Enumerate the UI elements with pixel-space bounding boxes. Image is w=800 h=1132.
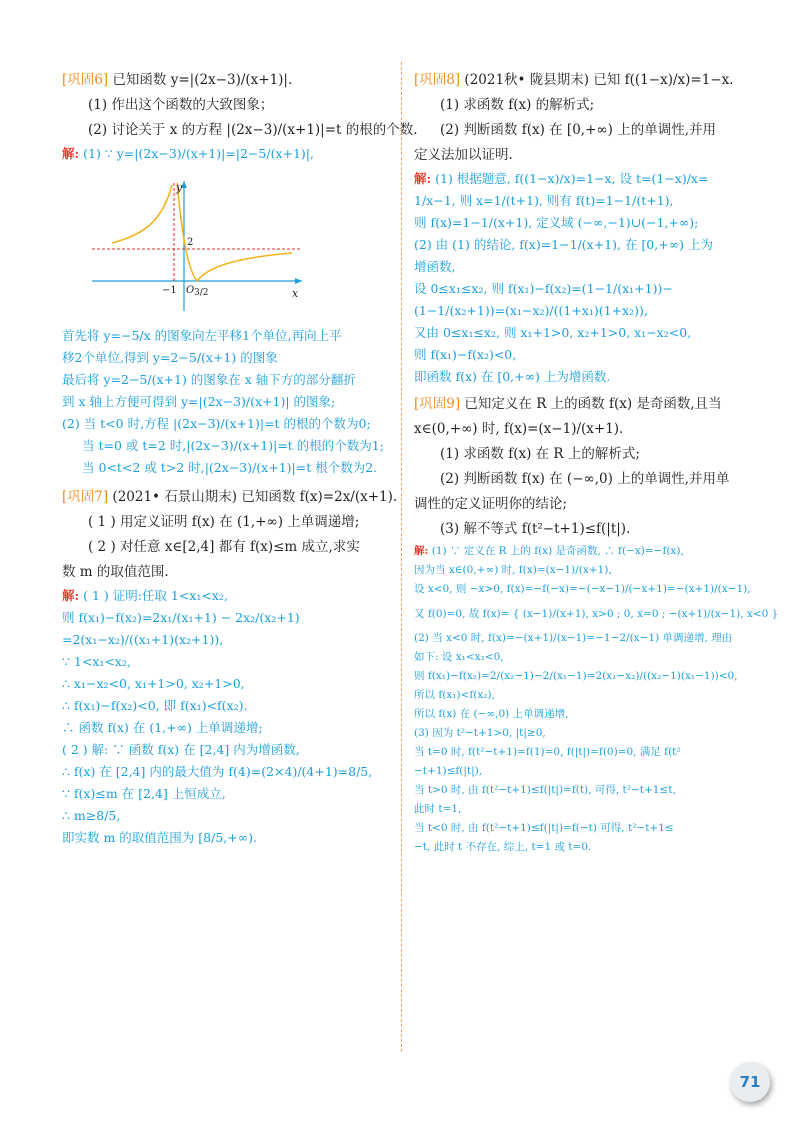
- problem-tag: [巩固7]: [62, 489, 109, 505]
- solution-label: 解:: [414, 545, 429, 557]
- solution-line: −t, 此时 t 不存在, 综上, t=1 或 t=0.: [414, 841, 592, 853]
- solution-text: (1) 根据题意, f((1−x)/x)=1−x, 设 t=(1−x)/x=: [435, 171, 709, 186]
- solution-line: =2(x₁−x₂)/((x₁+1)(x₂+1)),: [62, 632, 224, 647]
- solution-label: 解:: [62, 146, 80, 161]
- solution-line: 首先将 y=−5/x 的图象向左平移1个单位,再向上平: [62, 328, 342, 343]
- solution-line: (2) 当 x<0 时, f(x)=−(x+1)/(x−1)=−1−2/(x−1) 单调递增, 理由: [414, 632, 733, 644]
- right-column: [414, 68, 779, 857]
- solution-line: 则 f(x₁)−f(x₂)=2/(x₂−1)−2/(x₁−1)=2(x₁−x₂)/((x₂−1)(x₁−1))<0,: [414, 670, 738, 682]
- tick-2: 2: [187, 237, 194, 248]
- solution-line: 因为当 x∈(0,+∞) 时, f(x)=(x−1)/(x+1),: [414, 564, 612, 576]
- problem-9-statement: [414, 392, 744, 417]
- solution-label: 解:: [414, 171, 432, 186]
- solution-line: 如下: 设 x₁<x₂<0,: [414, 651, 504, 663]
- question-2-cont: 定义法加以证明.: [414, 147, 513, 163]
- solution-line: (2) 由 (1) 的结论, f(x)=1−1/(x+1), 在 [0,+∞) 上为: [414, 237, 713, 252]
- left-branch: [112, 185, 172, 243]
- question-2-cont: 调性的定义证明你的结论;: [414, 496, 568, 512]
- right-branch-drop: [177, 183, 197, 281]
- solution-line: 移2个单位,得到 y=2−5/(x+1) 的图象: [62, 350, 278, 365]
- problem-tag: [巩固9]: [414, 396, 461, 412]
- solution-line: 当 t=0 或 t=2 时,|(2x−3)/(x+1)|=t 的根的个数为1;: [82, 438, 384, 453]
- solution-line: 到 x 轴上方便可得到 y=|(2x−3)/(x+1)| 的图象;: [62, 394, 336, 409]
- solution-line: ∴ m≥8/5,: [62, 808, 121, 823]
- solution-line: 1/x−1, 则 x=1/(t+1), 则有 f(t)=1−1/(t+1),: [414, 193, 674, 208]
- page-number: 71: [730, 1062, 770, 1102]
- solution-line: ∴ x₁−x₂<0, x₁+1>0, x₂+1>0,: [62, 676, 245, 691]
- solution-line: 增函数,: [414, 259, 456, 274]
- question-2: (2) 判断函数 f(x) 在 (−∞,0) 上的单调性,并用单: [440, 471, 730, 487]
- x-axis-arrow-icon: [295, 278, 302, 284]
- solution-line: [414, 542, 744, 561]
- solution-line: 即函数 f(x) 在 [0,+∞) 上为增函数.: [414, 369, 611, 384]
- solution-line: ∴ f(x₁)−f(x₂)<0, 即 f(x₁)<f(x₂).: [62, 698, 248, 713]
- question-1: (1) 作出这个函数的大致图象；: [88, 97, 274, 113]
- solution-line: 当 0<t<2 或 t>2 时,|(2x−3)/(x+1)|=t 根个数为2.: [82, 460, 378, 475]
- problem-6-statement: [62, 68, 392, 93]
- solution-line: 当 t>0 时, 由 f(t²−t+1)≤f(|t|)=f(t), 可得, t²−t+1≤t,: [414, 784, 676, 796]
- problem-tag: [巩固6]: [62, 72, 109, 88]
- question-1: ( 1 ) 用定义证明 f(x) 在 (1,+∞) 上单调递增;: [88, 514, 360, 530]
- solution-line: ( 2 ) 解: ∵ 函数 f(x) 在 [2,4] 内为增函数,: [62, 742, 300, 757]
- question-1: (1) 求函数 f(x) 的解析式;: [440, 97, 595, 113]
- solution-line: ∵ 1<x₁<x₂,: [62, 654, 131, 669]
- solution-line: [62, 585, 392, 607]
- solution-line: 当 t<0 时, 由 f(t²−t+1)≤f(|t|)=f(−t) 可得, t²−t+1≤: [414, 822, 674, 834]
- problem-tag: [巩固8]: [414, 72, 461, 88]
- question-1: (1) 求函数 f(x) 在 R 上的解析式;: [440, 446, 640, 462]
- statement-text: (2021• 石景山期末) 已知函数 f(x)=2x/(x+1).: [112, 489, 398, 505]
- solution-line: 设 0≤x₁≤x₂, 则 f(x₁)−f(x₂)=(1−1/(x₁+1))−: [414, 281, 673, 296]
- y-label: y: [176, 181, 183, 194]
- column-divider: [401, 62, 402, 1052]
- solution-label: 解:: [62, 588, 80, 603]
- solution-line: 所以 f(x) 在 (−∞,0) 上单调递增,: [414, 708, 569, 720]
- solution-line: 即实数 m 的取值范围为 [8/5,+∞).: [62, 830, 257, 845]
- question-2: (2) 讨论关于 x 的方程 |(2x−3)/(x+1)|=t 的根的个数.: [88, 122, 418, 138]
- solution-line: (1−1/(x₂+1))=(x₁−x₂)/((1+x₁)(1+x₂)),: [414, 303, 648, 318]
- tick-minus-1: −1: [162, 285, 177, 296]
- solution-line: 设 x<0, 则 −x>0, f(x)=−f(−x)=−(−x−1)/(−x+1)=−(x+1)/(x−1),: [414, 583, 751, 595]
- solution-text: (1) ∵ 定义在 R 上的 f(x) 是奇函数, ∴ f(−x)=−f(x),: [431, 545, 684, 557]
- solution-line: (3) 因为 t²−t+1>0, |t|≥0,: [414, 727, 546, 739]
- tick-3-2: 3/2: [194, 288, 209, 298]
- solution-line: [62, 143, 392, 165]
- solution-piecewise: 又 f(0)=0, 故 f(x)= { (x−1)/(x+1), x>0 ; 0, x=0 ; −(x+1)/(x−1), x<0 }: [414, 608, 779, 620]
- question-2: ( 2 ) 对任意 x∈[2,4] 都有 f(x)≤m 成立,求实: [88, 539, 360, 555]
- solution-line: 又由 0≤x₁≤x₂, 则 x₁+1>0, x₂+1>0, x₁−x₂<0,: [414, 325, 692, 340]
- right-branch-rise: [197, 253, 292, 281]
- solution-text: (1) ∵ y=|(2x−3)/(x+1)|=|2−5/(x+1)|,: [83, 146, 314, 161]
- left-column: [62, 68, 418, 849]
- question-3: (3) 解不等式 f(t²−t+1)≤f(|t|).: [440, 521, 631, 537]
- solution-line: 当 t=0 时, f(t²−t+1)=f(1)=0, f(|t|)=f(0)=0, 满足 f(t²: [414, 746, 681, 758]
- solution-line: 最后将 y=2−5/(x+1) 的图象在 x 轴下方的部分翻折: [62, 372, 356, 387]
- solution-text: ( 1 ) 证明:任取 1<x₁<x₂,: [83, 588, 228, 603]
- function-graph: [92, 173, 392, 317]
- statement-text: 已知函数 y=|(2x−3)/(x+1)|.: [112, 72, 293, 88]
- solution-line: 所以 f(x₁)<f(x₂),: [414, 689, 495, 701]
- problem-7-statement: [62, 485, 398, 510]
- solution-line: 则 f(x)=1−1/(x+1), 定义域 (−∞,−1)∪(−1,+∞);: [414, 215, 699, 230]
- solution-line: 此时 t=1,: [414, 803, 462, 815]
- problem-8-statement: [414, 68, 744, 93]
- question-2: (2) 判断函数 f(x) 在 [0,+∞) 上的单调性,并用: [440, 122, 716, 138]
- solution-line: (2) 当 t<0 时,方程 |(2x−3)/(x+1)|=t 的根的个数为0;: [62, 416, 371, 431]
- x-label: x: [292, 287, 299, 300]
- solution-line: ∴ f(x) 在 [2,4] 内的最大值为 f(4)=(2×4)/(4+1)=8/5,: [62, 764, 373, 779]
- solution-line: −t+1)≤f(|t|),: [414, 765, 483, 777]
- statement-cont: x∈(0,+∞) 时, f(x)=(x−1)/(x+1).: [414, 421, 624, 437]
- solution-line: [414, 168, 744, 190]
- solution-line: ∵ f(x)≤m 在 [2,4] 上恒成立,: [62, 786, 226, 801]
- solution-line: 则 f(x₁)−f(x₂)<0,: [414, 347, 517, 362]
- statement-text: 已知定义在 R 上的函数 f(x) 是奇函数,且当: [464, 396, 722, 412]
- solution-line: 则 f(x₁)−f(x₂)=2x₁/(x₁+1) − 2x₂/(x₂+1): [62, 610, 300, 625]
- question-2-cont: 数 m 的取值范围.: [62, 564, 169, 580]
- solution-line: ∴ 函数 f(x) 在 (1,+∞) 上单调递增;: [62, 720, 263, 735]
- origin-label: O: [186, 285, 195, 296]
- statement-text: (2021秋• 陇县期末) 已知 f((1−x)/x)=1−x.: [464, 72, 734, 88]
